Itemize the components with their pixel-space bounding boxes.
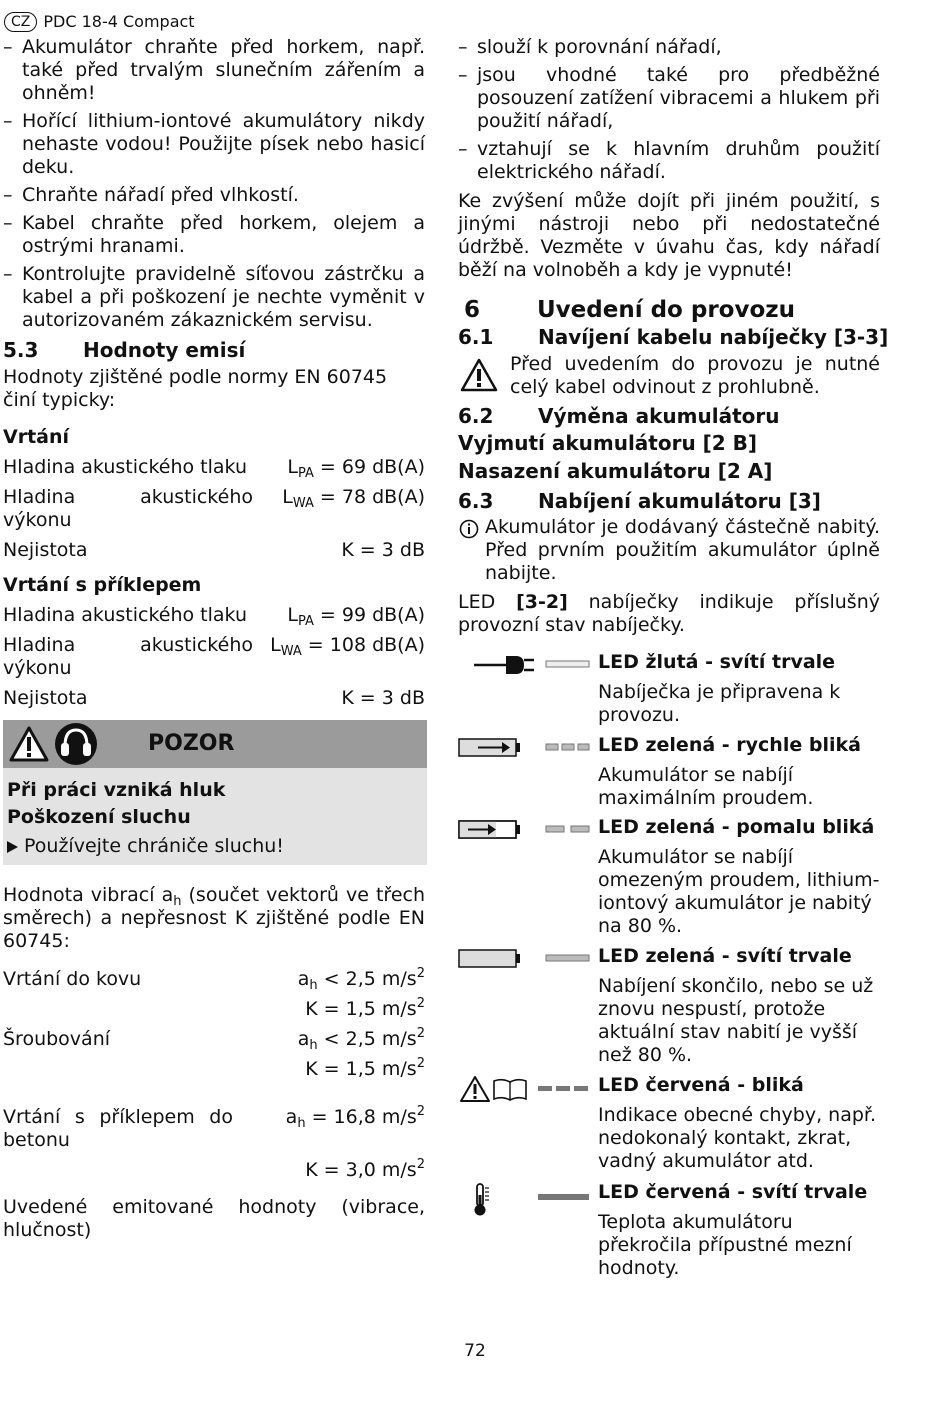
list-item: – vztahují se k hlavním druhům použití elektrického nářadí. bbox=[458, 138, 880, 184]
section-number: 6.2 bbox=[458, 404, 494, 428]
section-title: Navíjení kabelu nabíječky [3-3] bbox=[538, 325, 889, 349]
warning-action bbox=[7, 835, 284, 858]
warning-triangle-icon bbox=[460, 358, 498, 392]
section-heading-6-2 bbox=[458, 405, 779, 428]
row-value: $L_{PA} = 69$ dB(A) bbox=[287, 456, 425, 481]
triangle-bullet-icon bbox=[7, 841, 18, 853]
battery-slow-charge-icon bbox=[458, 816, 593, 842]
section-heading-5-3 bbox=[3, 339, 245, 362]
emission-closing-text: Uvedené emitované hodnoty (vibrace, hlučnost) bbox=[3, 1196, 425, 1241]
warning-hazard: Při práci vzniká hluk bbox=[7, 779, 226, 801]
drilling-power-row bbox=[3, 486, 425, 532]
led-description: Akumulátor se nabíjí omezeným proudem, lithium-iontový akumulátor je nabitý na 80 %. bbox=[598, 846, 880, 937]
vibration-intro: Hodnota vibrací $a_h$ (součet vektorů ve třech směrech) a nepřesnost K zjištěné podle EN 60745: bbox=[3, 884, 425, 952]
warning-title: POZOR bbox=[148, 731, 235, 756]
list-item: – slouží k porovnání nářadí, bbox=[458, 36, 880, 59]
drilling-uncertainty-row bbox=[3, 539, 425, 562]
section-title: Výměna akumulátoru bbox=[538, 404, 780, 428]
emission-intro: Hodnoty zjištěné podle normy EN 60745 činí typicky: bbox=[3, 366, 388, 411]
led-title: LED zelená - pomalu bliká bbox=[598, 816, 875, 838]
row-label: Nejistota bbox=[3, 687, 88, 709]
row-value: K = 3 dB bbox=[341, 539, 425, 561]
section-number: 5.3 bbox=[3, 338, 39, 362]
cable-unwind-text: Před uvedením do provozu je nutné celý kabel odvinout z prohlubně. bbox=[510, 353, 880, 398]
safety-bullet-list bbox=[3, 36, 425, 332]
row-uncertainty: K = 1,5 $m/s^2$ bbox=[305, 996, 425, 1020]
section-heading-6-3 bbox=[458, 490, 821, 513]
warning-header bbox=[3, 720, 427, 768]
row-uncertainty: K = 1,5 $m/s^2$ bbox=[305, 1056, 425, 1080]
page-header bbox=[4, 10, 195, 33]
row-value: $L_{WA} = 78$ dB(A) bbox=[282, 486, 425, 511]
led-title: LED červená - svítí trvale bbox=[598, 1181, 868, 1203]
battery-remove-heading: Vyjmutí akumulátoru [2 B] bbox=[458, 431, 758, 455]
warning-consequence: Poškození sluchu bbox=[7, 806, 191, 828]
row-value: $a_h = 16,8$ $m/s^2$ bbox=[285, 1104, 425, 1131]
led-description: Akumulátor se nabíjí maximálním proudem. bbox=[598, 764, 814, 809]
list-item: – Chraňte nářadí před vlhkostí. bbox=[3, 184, 425, 207]
led-title: LED žlutá - svítí trvale bbox=[598, 651, 836, 673]
row-label: Hladina akustického výkonu bbox=[3, 634, 253, 679]
hammer-pressure-row bbox=[3, 604, 425, 627]
ear-protection-icon bbox=[53, 722, 99, 766]
row-label: Hladina akustického tlaku bbox=[3, 456, 248, 478]
battery-insert-heading: Nasazení akumulátoru [2 A] bbox=[458, 459, 773, 483]
battery-full-icon bbox=[458, 945, 593, 971]
row-value: K = 3 dB bbox=[341, 687, 425, 709]
comparison-bullet-list bbox=[458, 36, 880, 184]
section-heading-6-1 bbox=[458, 326, 888, 349]
model-name: PDC 18-4 Compact bbox=[43, 12, 195, 31]
row-label: Vrtání s příklepem do betonu bbox=[3, 1106, 233, 1151]
list-item: – Kabel chraňte před horkem, olejem a ostrými hranami. bbox=[3, 212, 425, 258]
section-heading-6 bbox=[458, 297, 795, 323]
section-number: 6.1 bbox=[458, 325, 494, 349]
led-title: LED zelená - svítí trvale bbox=[598, 945, 852, 967]
row-label: Vrtání do kovu bbox=[3, 968, 142, 990]
hammer-uncertainty-row bbox=[3, 687, 425, 710]
country-code-badge: CZ bbox=[4, 12, 37, 32]
row-uncertainty: K = 3,0 $m/s^2$ bbox=[305, 1157, 425, 1181]
row-label: Hladina akustického tlaku bbox=[3, 604, 248, 626]
warning-triangle-icon bbox=[9, 726, 49, 762]
list-item: – Hořící lithium-iontové akumulátory nikdy nehaste vodou! Použijte písek nebo hasicí deku. bbox=[3, 110, 425, 179]
section-title: Nabíjení akumulátoru [3] bbox=[538, 489, 821, 513]
warning-box bbox=[3, 720, 427, 865]
row-label: Nejistota bbox=[3, 539, 88, 561]
row-label: Hladina akustického výkonu bbox=[3, 486, 253, 531]
list-item: – Akumulátor chraňte před horkem, např. také před trvalým slunečním zářením a ohněm! bbox=[3, 36, 425, 105]
drilling-pressure-row bbox=[3, 456, 425, 479]
section-title: Hodnoty emisí bbox=[83, 338, 246, 362]
row-label: Šroubování bbox=[3, 1028, 111, 1050]
led-title: LED zelená - rychle bliká bbox=[598, 734, 861, 756]
battery-fast-charge-icon bbox=[458, 734, 593, 760]
partial-charge-info: Akumulátor je dodávaný částečně nabitý. Před prvním použitím akumulátor úplně nabijte. bbox=[485, 516, 880, 584]
vibration-row-concrete bbox=[3, 1106, 425, 1182]
led-intro: LED [3-2] nabíječky indikuje příslušný provozní stav nabíječky. bbox=[458, 591, 880, 636]
increase-note: Ke zvýšení může dojít při jiném použití, s jinými nástroji nebo při nedostatečné údržbě. Vezměte v úvahu čas, kdy nářadí běží na volnoběh a kdy je vypnuté! bbox=[458, 190, 880, 281]
warning-manual-icon bbox=[458, 1074, 593, 1104]
hammer-drilling-title: Vrtání s příklepem bbox=[3, 574, 202, 596]
plug-icon bbox=[458, 651, 593, 677]
list-item: – Kontrolujte pravidelně síťovou zástrčku a kabel a při poškození je nechte vyměnit v autorizovaném zákaznickém servisu. bbox=[3, 263, 425, 332]
row-value: $a_h < 2,5$ $m/s^2$ bbox=[297, 966, 425, 993]
thermometer-icon bbox=[458, 1181, 593, 1217]
list-item: – jsou vhodné také pro předběžné posouzení zatížení vibracemi a hlukem při použití nářadí, bbox=[458, 64, 880, 133]
led-description: Teplota akumulátoru překročila přípustné mezní hodnoty. bbox=[598, 1211, 852, 1279]
warning-action-text: Používejte chrániče sluchu! bbox=[24, 835, 284, 857]
page-number: 72 bbox=[464, 1341, 486, 1361]
section-number: 6.3 bbox=[458, 489, 494, 513]
led-description: Nabíjení skončilo, nebo se už znovu nespustí, protože aktuální stav nabití je vyšší než 80 %. bbox=[598, 975, 874, 1066]
vibration-row-screwing bbox=[3, 1028, 425, 1081]
row-value: $a_h < 2,5$ $m/s^2$ bbox=[297, 1026, 425, 1053]
led-description: Indikace obecné chyby, např. nedokonalý kontakt, zkrat, vadný akumulátor atd. bbox=[598, 1104, 877, 1172]
row-value: $L_{WA} = 108$ dB(A) bbox=[270, 634, 425, 659]
vibration-row-metal bbox=[3, 968, 425, 1021]
section-number: 6 bbox=[464, 297, 481, 323]
row-value: $L_{PA} = 99$ dB(A) bbox=[287, 604, 425, 629]
led-title: LED červená - bliká bbox=[598, 1074, 804, 1096]
led-description: Nabíječka je připravena k provozu. bbox=[598, 681, 841, 726]
hammer-power-row bbox=[3, 634, 425, 680]
section-title: Uvedení do provozu bbox=[537, 297, 796, 323]
info-icon bbox=[459, 519, 479, 539]
drilling-title: Vrtání bbox=[3, 426, 70, 448]
